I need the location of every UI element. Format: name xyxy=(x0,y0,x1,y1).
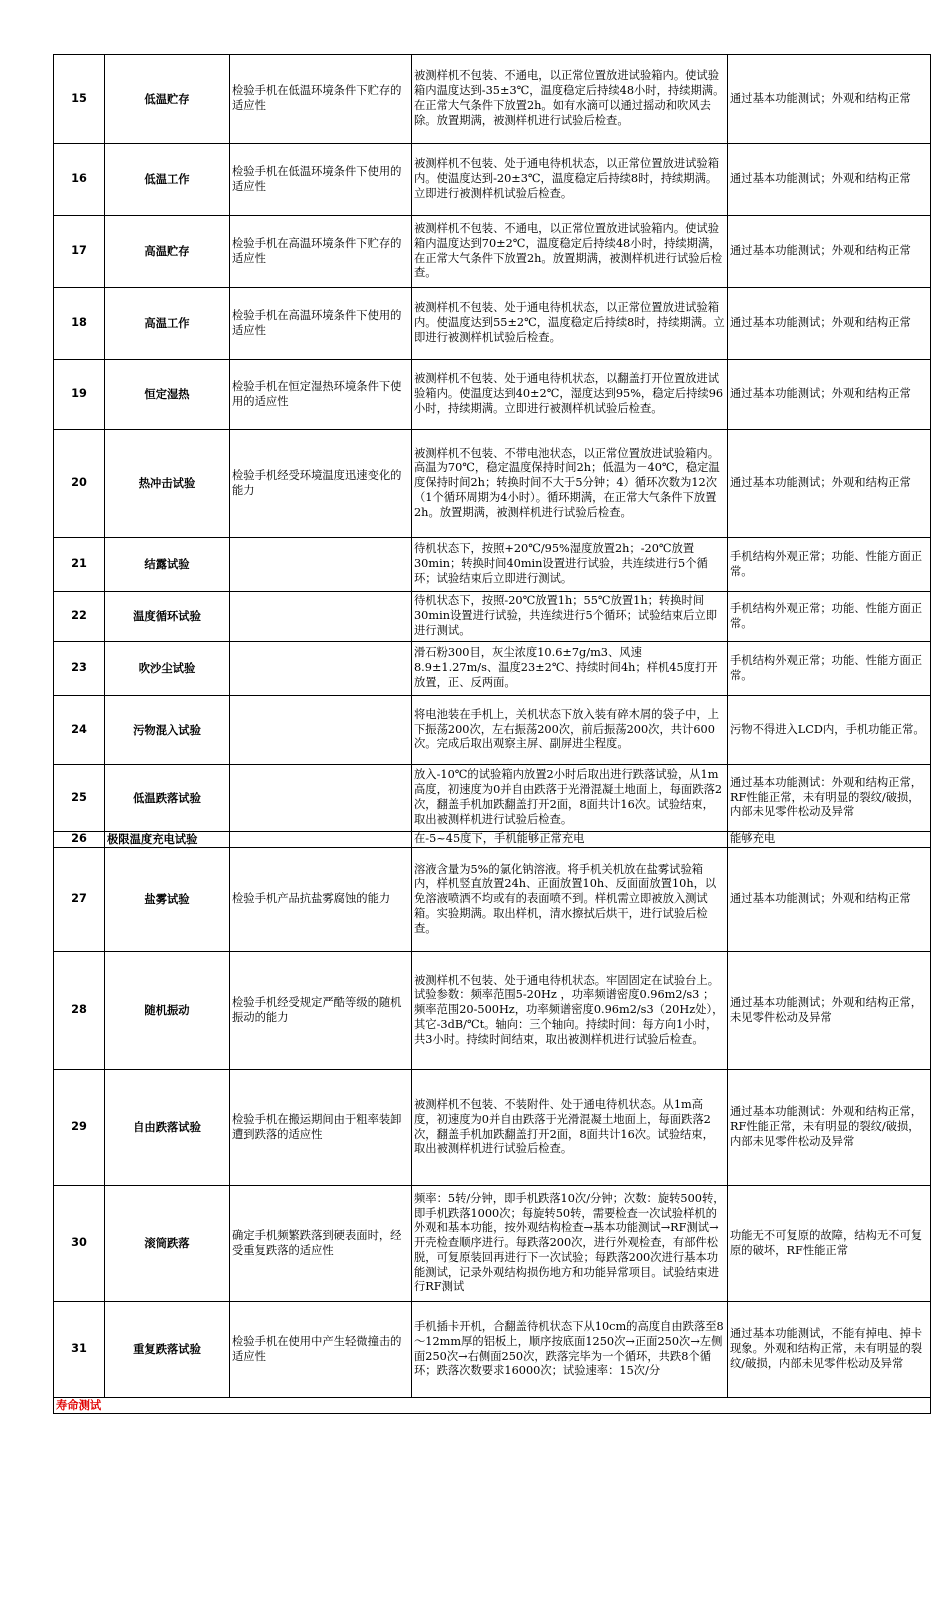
test-name: 热冲击试验 xyxy=(105,430,230,538)
test-purpose xyxy=(230,832,412,848)
test-method: 被测样机不包装、处于通电待机状态，以正常位置放进试验箱内。使温度达到55±2℃，温度稳定后持续8时，持续期满。立即进行被测样机试验后检查。 xyxy=(412,288,728,360)
test-name: 结露试验 xyxy=(105,538,230,592)
row-number: 16 xyxy=(54,144,105,216)
expected-result: 功能无不可复原的故障，结构无不可复原的破坏，RF性能正常 xyxy=(728,1186,931,1302)
test-table-body xyxy=(54,55,931,1398)
test-method: 滑石粉300目，灰尘浓度10.6±7g/m3、风速8.9±1.27m/s、温度23±2℃、持续时间4h；样机45度打开放置，正、反两面。 xyxy=(412,642,728,696)
test-name: 吹沙尘试验 xyxy=(105,642,230,696)
expected-result: 通过基本功能测试；外观和结构正常 xyxy=(728,216,931,288)
table-row xyxy=(54,360,931,430)
test-purpose: 检验手机产品抗盐雾腐蚀的能力 xyxy=(230,848,412,952)
test-name: 重复跌落试验 xyxy=(105,1302,230,1398)
row-number: 27 xyxy=(54,848,105,952)
test-name: 盐雾试验 xyxy=(105,848,230,952)
table-row xyxy=(54,144,931,216)
row-number: 20 xyxy=(54,430,105,538)
test-name: 污物混入试验 xyxy=(105,696,230,765)
test-name: 随机振动 xyxy=(105,952,230,1070)
test-name: 温度循环试验 xyxy=(105,592,230,642)
test-purpose xyxy=(230,765,412,832)
table-row xyxy=(54,832,931,848)
table-row xyxy=(54,848,931,952)
expected-result: 能够充电 xyxy=(728,832,931,848)
test-method: 被测样机不包装、处于通电待机状态，以翻盖打开位置放进试验箱内。使温度达到40±2℃，湿度达到95%，稳定后持续96小时，持续期满。立即进行被测样机试验后检查。 xyxy=(412,360,728,430)
test-purpose: 检验手机在高温环境条件下贮存的适应性 xyxy=(230,216,412,288)
test-method: 溶液含量为5%的氯化钠溶液。将手机关机放在盐雾试验箱内，样机竖直放置24h、正面放置10h、反面面放置10h，以免溶液喷洒不均或有的表面喷不到。样机需立即被放入测试箱。实验期满。取出样机，清水擦拭后烘干，进行试验后检查。 xyxy=(412,848,728,952)
expected-result: 通过基本功能测试；外观和结构正常 xyxy=(728,848,931,952)
test-method: 待机状态下，按照-20℃放置1h；55℃放置1h；转换时间30min设置进行试验，共连续进行5个循环；试验结束后立即进行测试。 xyxy=(412,592,728,642)
table-row xyxy=(54,538,931,592)
test-method: 被测样机不包装、不装附件、处于通电待机状态。从1m高度，初速度为0并自由跌落于光滑混凝土地面上，每面跌落2次，翻盖手机加跌翻盖打开2面，8面共计16次。试验结束，取出被测样机进行试验后检查。 xyxy=(412,1070,728,1186)
expected-result: 通过基本功能测试，不能有掉电、掉卡现象。外观和结构正常，未有明显的裂纹/破损，内部未见零件松动及异常 xyxy=(728,1302,931,1398)
test-purpose xyxy=(230,696,412,765)
expected-result: 通过基本功能测试；外观和结构正常 xyxy=(728,55,931,144)
table-row xyxy=(54,696,931,765)
test-method: 被测样机不包装、不通电，以正常位置放进试验箱内。使试验箱内温度达到-35±3℃，温度稳定后持续48小时，持续期满。在正常大气条件下放置2h。如有水滴可以通过摇动和吹风去除。放置期满，被测样机进行试验后检查。 xyxy=(412,55,728,144)
table-row xyxy=(54,1302,931,1398)
test-name: 低温贮存 xyxy=(105,55,230,144)
test-method: 频率：5转/分钟，即手机跌落10次/分钟；次数：旋转500转，即手机跌落1000次；每旋转50转，需要检查一次试验样机的外观和基本功能，按外观结构检查→基本功能测试→RF测试→开壳检查顺序进行。每跌落200次，进行外观检查，有部件松脱，可复原装回再进行下一次试验；每跌落200次进行基本功能测试，记录外观结构损伤地方和功能异常项目。试验结束进行RF测试 xyxy=(412,1186,728,1302)
test-method: 放入-10℃的试验箱内放置2小时后取出进行跌落试验，从1m高度，初速度为0并自由跌落于光滑混凝土地面上，每面跌落2次，翻盖手机加跌翻盖打开2面，8面共计16次。试验结束，取出被测样机进行试验后检查。 xyxy=(412,765,728,832)
table-row xyxy=(54,430,931,538)
test-purpose: 检验手机在高温环境条件下使用的适应性 xyxy=(230,288,412,360)
test-purpose xyxy=(230,592,412,642)
expected-result: 通过基本功能测试；外观和结构正常 xyxy=(728,360,931,430)
test-purpose xyxy=(230,642,412,696)
expected-result: 手机结构外观正常；功能、性能方面正常。 xyxy=(728,538,931,592)
row-number: 17 xyxy=(54,216,105,288)
row-number: 28 xyxy=(54,952,105,1070)
section-row xyxy=(54,1398,931,1414)
row-number: 23 xyxy=(54,642,105,696)
row-number: 26 xyxy=(54,832,105,848)
table-row xyxy=(54,592,931,642)
test-name: 低温跌落试验 xyxy=(105,765,230,832)
row-number: 21 xyxy=(54,538,105,592)
expected-result: 手机结构外观正常；功能、性能方面正常。 xyxy=(728,592,931,642)
test-purpose: 检验手机在恒定湿热环境条件下使用的适应性 xyxy=(230,360,412,430)
test-purpose: 检验手机经受规定严酷等级的随机振动的能力 xyxy=(230,952,412,1070)
expected-result: 手机结构外观正常；功能、性能方面正常。 xyxy=(728,642,931,696)
test-name: 恒定湿热 xyxy=(105,360,230,430)
row-number: 19 xyxy=(54,360,105,430)
table-row xyxy=(54,642,931,696)
test-purpose xyxy=(230,538,412,592)
test-name: 极限温度充电试验 xyxy=(105,832,230,848)
test-method: 待机状态下，按照+20℃/95%湿度放置2h；-20℃放置30min；转换时间40min设置进行试验，共连续进行5个循环；试验结束后立即进行测试。 xyxy=(412,538,728,592)
expected-result: 通过基本功能测试：外观和结构正常，RF性能正常，未有明显的裂纹/破损，内部未见零件松动及异常 xyxy=(728,765,931,832)
test-method: 被测样机不包装、不通电，以正常位置放进试验箱内。使试验箱内温度达到70±2℃，温度稳定后持续48小时，持续期满，在正常大气条件下放置2h。放置期满，被测样机进行试验后检查。 xyxy=(412,216,728,288)
test-method: 被测样机不包装、处于通电待机状态，以正常位置放进试验箱内。使温度达到-20±3℃，温度稳定后持续8时，持续期满。立即进行被测样机试验后检查。 xyxy=(412,144,728,216)
test-method: 将电池装在手机上，关机状态下放入装有碎木屑的袋子中，上下振荡200次，左右振荡200次，前后振荡200次，共计600次。完成后取出观察主屏、副屏进尘程度。 xyxy=(412,696,728,765)
row-number: 24 xyxy=(54,696,105,765)
table-row xyxy=(54,1186,931,1302)
row-number: 29 xyxy=(54,1070,105,1186)
row-number: 30 xyxy=(54,1186,105,1302)
table-row xyxy=(54,55,931,144)
table-row xyxy=(54,216,931,288)
test-name: 高温工作 xyxy=(105,288,230,360)
expected-result: 通过基本功能测试；外观和结构正常 xyxy=(728,144,931,216)
table-row xyxy=(54,288,931,360)
test-purpose: 检验手机在搬运期间由于粗率装卸遭到跌落的适应性 xyxy=(230,1070,412,1186)
expected-result: 污物不得进入LCD内，手机功能正常。 xyxy=(728,696,931,765)
expected-result: 通过基本功能测试；外观和结构正常，未见零件松动及异常 xyxy=(728,952,931,1070)
row-number: 18 xyxy=(54,288,105,360)
test-method: 手机插卡开机，合翻盖待机状态下从10cm的高度自由跌落至8～12mm厚的铝板上，顺序按底面1250次→正面250次→左侧面250次→右侧面250次，跌落完毕为一个循环，共跌8个循环；跌落次数要求16000次；试验速率：15次/分 xyxy=(412,1302,728,1398)
row-number: 22 xyxy=(54,592,105,642)
test-name: 低温工作 xyxy=(105,144,230,216)
table-row xyxy=(54,952,931,1070)
table-row xyxy=(54,1070,931,1186)
row-number: 25 xyxy=(54,765,105,832)
test-table xyxy=(53,54,931,1414)
row-number: 15 xyxy=(54,55,105,144)
test-spec-sheet xyxy=(53,54,930,1414)
expected-result: 通过基本功能测试；外观和结构正常 xyxy=(728,288,931,360)
test-purpose: 确定手机频繁跌落到硬表面时，经受重复跌落的适应性 xyxy=(230,1186,412,1302)
table-row xyxy=(54,765,931,832)
expected-result: 通过基本功能测试：外观和结构正常，RF性能正常，未有明显的裂纹/破损，内部未见零件松动及异常 xyxy=(728,1070,931,1186)
test-purpose: 检验手机在使用中产生轻微撞击的适应性 xyxy=(230,1302,412,1398)
expected-result: 通过基本功能测试；外观和结构正常 xyxy=(728,430,931,538)
section-title-life-test: 寿命测试 xyxy=(54,1398,931,1414)
test-purpose: 检验手机在低温环境条件下贮存的适应性 xyxy=(230,55,412,144)
test-purpose: 检验手机经受环境温度迅速变化的能力 xyxy=(230,430,412,538)
test-name: 高温贮存 xyxy=(105,216,230,288)
test-method: 在-5~45度下，手机能够正常充电 xyxy=(412,832,728,848)
test-purpose: 检验手机在低温环境条件下使用的适应性 xyxy=(230,144,412,216)
test-name: 自由跌落试验 xyxy=(105,1070,230,1186)
test-name: 滚筒跌落 xyxy=(105,1186,230,1302)
row-number: 31 xyxy=(54,1302,105,1398)
test-method: 被测样机不包装、不带电池状态，以正常位置放进试验箱内。高温为70℃，稳定温度保持时间2h；低温为－40℃，稳定温度保持时间2h；转换时间不大于5分钟；4）循环次数为12次（1个循环周期为4小时）。循环期满，在正常大气条件下放置2h。放置期满，被测样机进行试验后检查。 xyxy=(412,430,728,538)
test-method: 被测样机不包装、处于通电待机状态。牢固固定在试验台上。试验参数：频率范围5-20Hz ，功率频谱密度0.96m2/s3 ；频率范围20-500Hz，功率频谱密度0.96m2/s3（20Hz处），其它-3dB/℃t。轴向：三个轴向。持续时间：每方向1小时，共3小时。持续时间结束，取出被测样机进行试验后检查。 xyxy=(412,952,728,1070)
